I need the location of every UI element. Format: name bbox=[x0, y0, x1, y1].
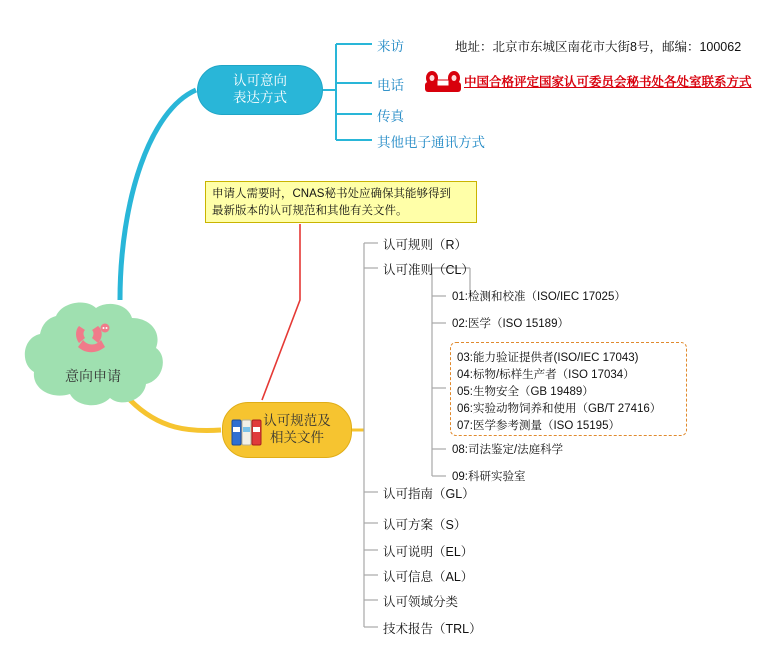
norm-item-technical-report[interactable]: 技术报告（TRL） bbox=[383, 622, 482, 636]
node-expression-line1: 认可意向 bbox=[233, 73, 287, 89]
telephone-icon bbox=[423, 68, 463, 99]
visit-address-text: 地址：北京市东城区南花市大街8号，邮编：100062 bbox=[455, 40, 742, 54]
node-expression-methods[interactable] bbox=[197, 65, 323, 115]
root-label: 意向申请 bbox=[65, 368, 121, 384]
node-norms-line1: 认可规范及 bbox=[263, 413, 331, 429]
norm-item-field-classification[interactable]: 认可领域分类 bbox=[383, 595, 459, 609]
criteria-item-03[interactable]: 03:能力验证提供者(ISO/IEC 17043) bbox=[457, 352, 639, 364]
criteria-item-09[interactable]: 09:科研实验室 bbox=[452, 471, 526, 483]
root-node[interactable] bbox=[18, 298, 168, 410]
note-box bbox=[205, 181, 477, 223]
criteria-item-08[interactable]: 08:司法鉴定/法庭科学 bbox=[452, 444, 564, 456]
child-fax[interactable]: 传真 bbox=[377, 109, 404, 124]
child-visit[interactable]: 来访 bbox=[377, 39, 404, 54]
criteria-item-07[interactable]: 07:医学参考测量（ISO 15195） bbox=[457, 420, 620, 432]
criteria-item-06[interactable]: 06:实验动物饲养和使用（GB/T 27416） bbox=[457, 403, 662, 415]
node-accreditation-norms[interactable] bbox=[222, 402, 352, 458]
note-line1: 申请人需要时，CNAS秘书处应确保其能够得到 bbox=[212, 188, 451, 200]
phone-icon bbox=[72, 320, 114, 359]
cnas-contact-link[interactable]: 中国合格评定国家认可委员会秘书处各处室联系方式 bbox=[464, 75, 752, 89]
note-line2: 最新版本的认可规范和其他有关文件。 bbox=[212, 204, 408, 217]
criteria-item-02[interactable]: 02:医学（ISO 15189） bbox=[452, 318, 569, 330]
folders-icon bbox=[231, 417, 265, 452]
norm-item-criteria[interactable]: 认可准则（CL） bbox=[383, 263, 474, 277]
child-phone[interactable]: 电话 bbox=[377, 78, 404, 93]
criteria-item-04[interactable]: 04:标物/标样生产者（ISO 17034） bbox=[457, 369, 635, 381]
node-expression-line2: 表达方式 bbox=[233, 90, 287, 105]
norm-item-explanation[interactable]: 认可说明（EL） bbox=[383, 545, 474, 559]
norm-item-rules[interactable]: 认可规则（R） bbox=[383, 238, 468, 252]
norm-item-guide[interactable]: 认可指南（GL） bbox=[383, 487, 475, 501]
criteria-item-01[interactable]: 01:检测和校准（ISO/IEC 17025） bbox=[452, 291, 626, 303]
child-other-electronic[interactable]: 其他电子通讯方式 bbox=[377, 135, 485, 150]
norm-item-information[interactable]: 认可信息（AL） bbox=[383, 570, 474, 584]
node-norms-line2: 相关文件 bbox=[270, 430, 324, 445]
norm-item-scheme[interactable]: 认可方案（S） bbox=[383, 518, 467, 532]
criteria-item-05[interactable]: 05:生物安全（GB 19489） bbox=[457, 386, 594, 398]
